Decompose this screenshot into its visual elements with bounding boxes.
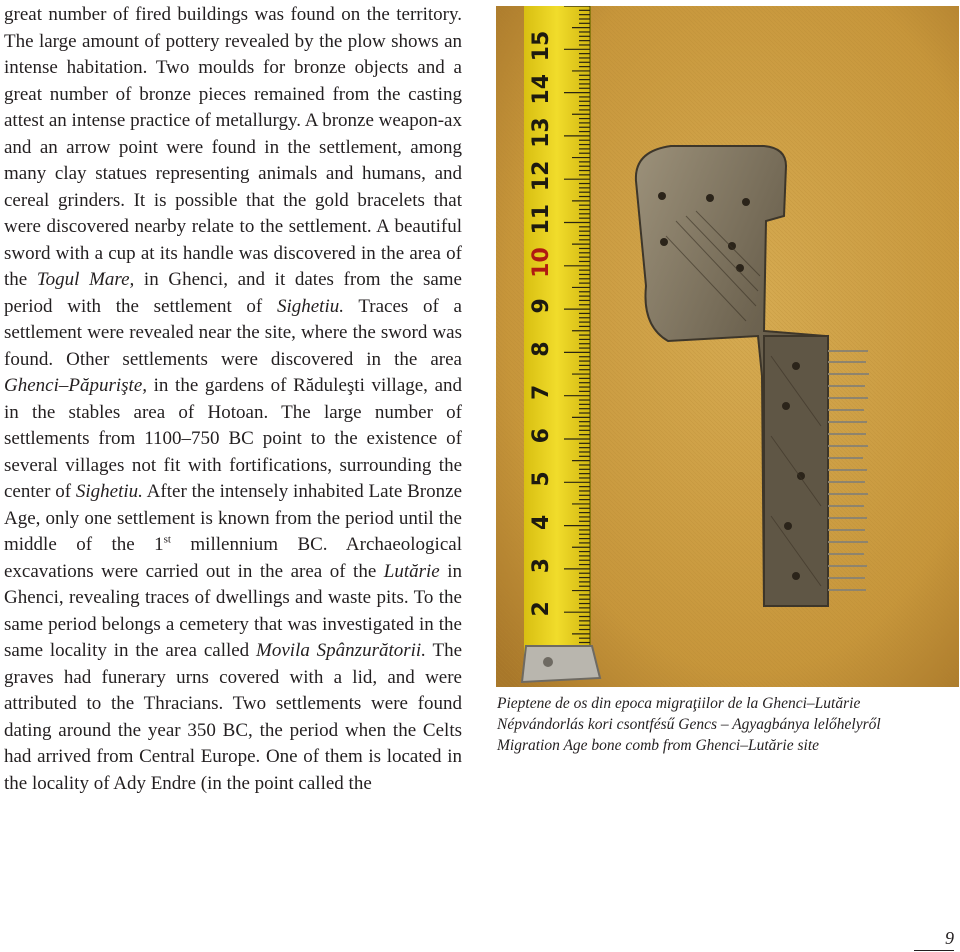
tape-number: 4 [529, 514, 554, 530]
body-text: After the intensely inhabited Late Bronze Age, only one settlement is known from the period until the middle of the 1 [4, 481, 462, 555]
tape-number: 15 [529, 30, 554, 62]
tape-number: 6 [529, 428, 554, 444]
place-name: Togul Mare, [36, 269, 135, 290]
tape-hook [522, 646, 600, 682]
tape-number: 9 [529, 298, 554, 314]
comb-teeth [828, 351, 869, 590]
tape-number: 5 [529, 471, 554, 487]
body-text-column [4, 2, 462, 797]
caption-hungarian: Népvándorlás kori csontfésű Gencs – Agyagbánya lelőhelyről [497, 716, 881, 733]
body-text: Traces of a settlement were revealed near the site, where the sword was found. Other settlements were discovered in the area [4, 295, 462, 370]
tape-number: 14 [529, 73, 554, 105]
page-number-rule [914, 950, 954, 951]
body-text: in Ghenci, and it dates from the same period with the settlement of [4, 269, 462, 317]
place-name: Lutărie [383, 560, 440, 582]
tape-number: 12 [529, 160, 554, 192]
tape-number: 2 [529, 601, 554, 617]
tape-number: 11 [529, 203, 554, 235]
tape-number: 13 [529, 117, 554, 148]
place-name: Sighetiu. [276, 295, 344, 317]
place-name: Sighetiu. [75, 481, 143, 502]
figure-caption [497, 693, 957, 756]
body-text: millennium BC. Archaeological excavations were carried out in the area of the [4, 534, 462, 582]
page-number: 9 [945, 928, 954, 948]
body-paragraph [4, 2, 462, 797]
tape-number: 8 [529, 341, 554, 357]
caption-english: Migration Age bone comb from Ghenci–Lutărie site [497, 737, 820, 754]
hook-rivet [543, 657, 553, 667]
tape-number: 3 [529, 557, 554, 574]
tape-number: 7 [529, 384, 554, 401]
caption-romanian: Pieptene de os din epoca migraţiilor de la Ghenci–Lutărie [497, 695, 861, 712]
body-text: in the gardens of Răduleşti village, and in the stables area of Hotoan. The large number of settlements from 1100–750 BC point to the existence of several villages not fit with fortifications, surrounding the center of [4, 375, 462, 502]
ordinal-superscript: st [163, 533, 171, 546]
comb-photograph [496, 6, 959, 687]
place-name: Ghenci–Păpurişte, [4, 375, 148, 396]
body-text: in Ghenci, revealing traces of dwellings and waste pits. To the same period belongs a cemetery that was investigated in the same locality in the area called [4, 560, 462, 661]
body-text: The graves had funerary urns covered with a lid, and were attributed to the Thracians. Two settlements were found dating around the year 350 BC, the period when the Celts had arrived from Central Europe. One of them is located in the locality of Ady Endre (in the point called the [4, 640, 463, 794]
body-text: great number of fired buildings was found on the territory. The large amount of pottery revealed by the plow shows an intense habitation. Two moulds for bronze objects and a great number of bronze pieces remained from the casting attest an intense practice of metallurgy. A bronze weapon-ax and an arrow point were found in the settlement, among many clay statues representing animals and humans, and cereal grinders. It is possible that the gold bracelets that were discovered nearby relate to the settlement. A beautiful sword with a cup at its handle was discovered in the area of the [4, 4, 462, 290]
place-name: Movila Spânzurătorii. [256, 640, 426, 661]
tape-number: 10 [529, 247, 554, 278]
